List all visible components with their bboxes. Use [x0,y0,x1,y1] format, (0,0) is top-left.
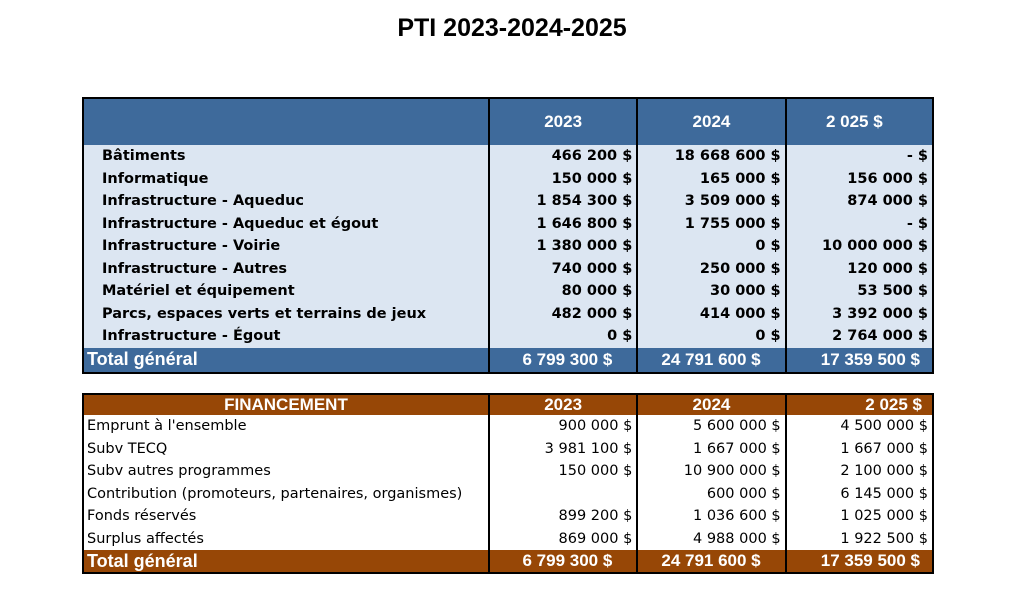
table-row [83,168,933,191]
total-2025: 17 359 500 $ [786,550,933,573]
total-label: Total général [83,348,489,373]
row-label: Infrastructure - Aqueduc [83,190,489,213]
table-row [83,235,933,258]
value-2025: 1 922 500 $ [786,528,933,551]
financing-header-row [83,394,933,415]
table-row [83,528,933,551]
table-row [83,213,933,236]
row-label: Emprunt à l'ensemble [83,415,489,438]
value-2023: 1 380 000 $ [489,235,637,258]
row-label: Infrastructure - Autres [83,258,489,281]
value-2025: 1 025 000 $ [786,505,933,528]
value-2024: 414 000 $ [637,303,785,326]
value-2024: 1 667 000 $ [637,438,785,461]
value-2024: 3 509 000 $ [637,190,785,213]
value-2023: 80 000 $ [489,280,637,303]
table-row [83,258,933,281]
value-2024: 250 000 $ [637,258,785,281]
value-2024: 165 000 $ [637,168,785,191]
row-label: Infrastructure - Voirie [83,235,489,258]
value-2024: 5 600 000 $ [637,415,785,438]
header-2023: 2023 [489,394,637,415]
value-2025: 6 145 000 $ [786,483,933,506]
value-2025: 53 500 $ [786,280,933,303]
investment-table [82,97,934,374]
value-2024: 1 036 600 $ [637,505,785,528]
value-2023: 3 981 100 $ [489,438,637,461]
total-2025: 17 359 500 $ [786,348,933,373]
row-label: Infrastructure - Égout [83,325,489,348]
value-2024: 600 000 $ [637,483,785,506]
total-2023: 6 799 300 $ [489,550,637,573]
value-2025: 3 392 000 $ [786,303,933,326]
value-2023: 899 200 $ [489,505,637,528]
investment-header-row [83,98,933,145]
row-label: Contribution (promoteurs, partenaires, organismes) [83,483,489,506]
row-label: Subv TECQ [83,438,489,461]
header-blank [83,98,489,145]
value-2025: 874 000 $ [786,190,933,213]
value-2024: 1 755 000 $ [637,213,785,236]
value-2025: 4 500 000 $ [786,415,933,438]
row-label: Parcs, espaces verts et terrains de jeux [83,303,489,326]
value-2024: 4 988 000 $ [637,528,785,551]
row-label: Infrastructure - Aqueduc et égout [83,213,489,236]
value-2023: 740 000 $ [489,258,637,281]
value-2023: 466 200 $ [489,145,637,168]
row-label: Surplus affectés [83,528,489,551]
value-2023: 150 000 $ [489,460,637,483]
value-2024: 10 900 000 $ [637,460,785,483]
value-2025: - $ [786,145,933,168]
financing-total-row [83,550,933,573]
table-row [83,460,933,483]
row-label: Bâtiments [83,145,489,168]
header-financement: FINANCEMENT [83,394,489,415]
value-2024: 30 000 $ [637,280,785,303]
row-label: Fonds réservés [83,505,489,528]
table-row [83,505,933,528]
value-2025: 120 000 $ [786,258,933,281]
table-row [83,303,933,326]
value-2025: 156 000 $ [786,168,933,191]
row-label: Informatique [83,168,489,191]
header-2023: 2023 [489,98,637,145]
total-2023: 6 799 300 $ [489,348,637,373]
table-row [83,325,933,348]
table-row [83,483,933,506]
value-2024: 0 $ [637,235,785,258]
value-2023 [489,483,637,506]
header-2025: 2 025 $ [786,98,933,145]
table-row [83,280,933,303]
header-2024: 2024 [637,98,785,145]
table-row [83,415,933,438]
value-2023: 150 000 $ [489,168,637,191]
value-2025: 2 764 000 $ [786,325,933,348]
total-2024: 24 791 600 $ [637,348,785,373]
page-title: PTI 2023-2024-2025 [397,14,627,42]
total-2024: 24 791 600 $ [637,550,785,573]
table-row [83,145,933,168]
value-2024: 0 $ [637,325,785,348]
value-2025: 2 100 000 $ [786,460,933,483]
value-2024: 18 668 600 $ [637,145,785,168]
value-2025: - $ [786,213,933,236]
financing-table [82,393,934,574]
header-2024: 2024 [637,394,785,415]
value-2025: 1 667 000 $ [786,438,933,461]
value-2025: 10 000 000 $ [786,235,933,258]
value-2023: 0 $ [489,325,637,348]
row-label: Subv autres programmes [83,460,489,483]
investment-total-row [83,348,933,373]
total-label: Total général [83,550,489,573]
value-2023: 1 854 300 $ [489,190,637,213]
row-label: Matériel et équipement [83,280,489,303]
table-row [83,190,933,213]
header-2025: 2 025 $ [786,394,933,415]
value-2023: 900 000 $ [489,415,637,438]
value-2023: 482 000 $ [489,303,637,326]
value-2023: 869 000 $ [489,528,637,551]
table-row [83,438,933,461]
value-2023: 1 646 800 $ [489,213,637,236]
